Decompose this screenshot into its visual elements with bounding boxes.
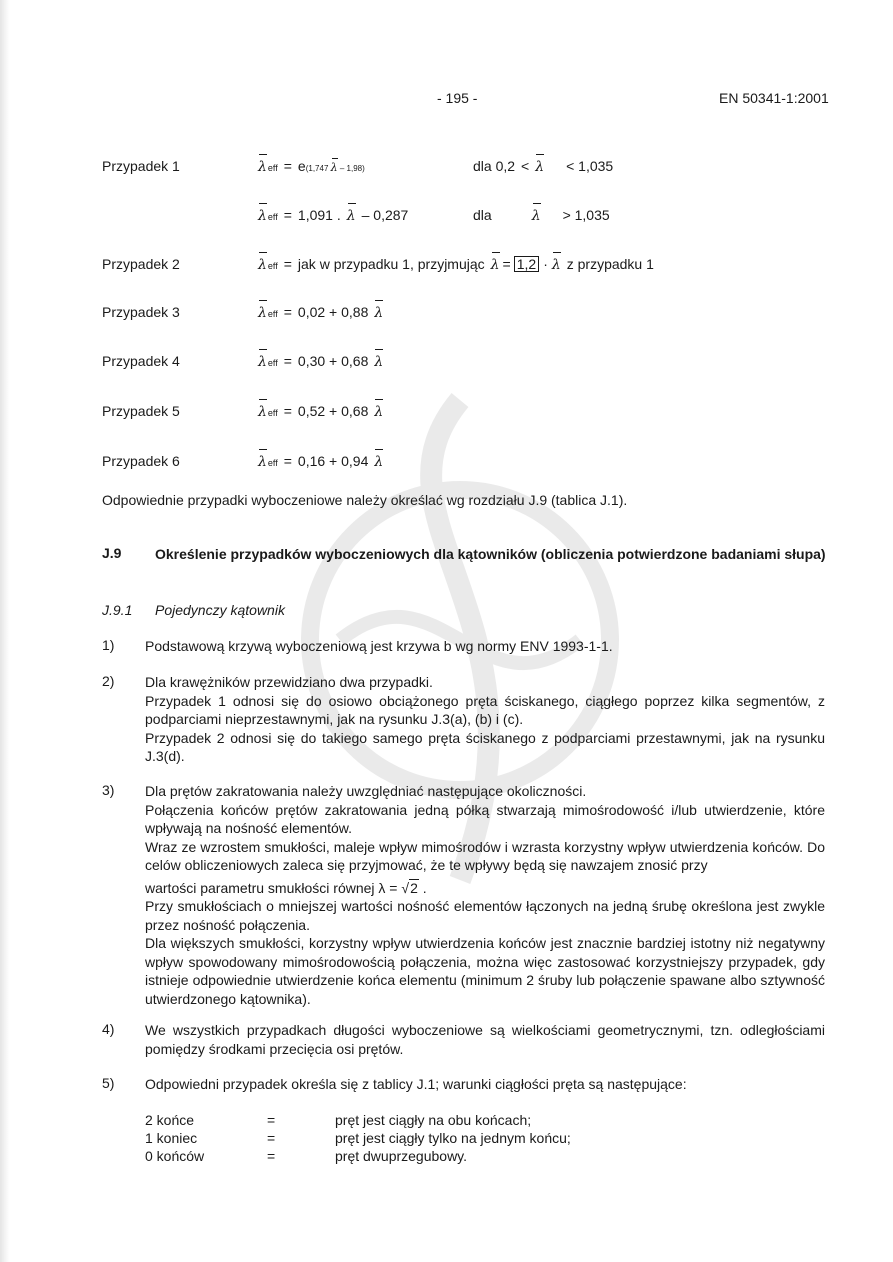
item-number: 4) xyxy=(102,1021,115,1037)
paragraph: Dla krawężników przewidziano dwa przypadki. xyxy=(145,674,433,690)
definition-row xyxy=(145,1129,745,1147)
condition-prefix: dla 0,2 xyxy=(473,158,516,174)
case-1-formula-1 xyxy=(258,158,365,175)
paragraph: Przypadek 1 odnosi się do osiowo obciążonego pręta ściskanego, ciągłego poprzez kilka segmentów, z podparciami nieprzestawnymi, jak na rysunku J.3(a), (b) i (c). xyxy=(145,692,825,727)
lambda-bar-symbol: λ xyxy=(258,208,267,224)
exponent: (1,747 λ – 1,98) xyxy=(306,161,365,174)
case-3-label: Przypadek 3 xyxy=(102,304,180,320)
item-number: 3) xyxy=(102,782,115,798)
sqrt-expression: √2 xyxy=(401,879,418,896)
paragraph: Wraz ze wzrostem smukłości, maleje wpływ mimośrodów i wzrasta korzystny wpływ utwierdzenia końców. Do celów obliczeniowych zaleca się przyjmować, że te wpływy będą się nawzajem znosić przy xyxy=(145,838,825,873)
item-2-body xyxy=(145,673,825,766)
definition-row xyxy=(145,1147,745,1165)
boxed-factor: 1,2 xyxy=(514,256,539,272)
condition-op: < xyxy=(521,158,530,174)
eff-subscript: eff xyxy=(267,163,278,173)
lambda-bar-symbol: λ xyxy=(347,208,356,224)
exp-base: e xyxy=(297,158,306,174)
equals-sign: = xyxy=(283,256,292,272)
equals-sign: = xyxy=(283,158,292,174)
case-4-formula: λ eff = 0,30 + 0,68 λ xyxy=(258,353,383,370)
case-5-formula: λ eff = 0,52 + 0,68 λ xyxy=(258,403,383,420)
definition-term: 1 koniec xyxy=(145,1130,198,1146)
formula-term: – 0,287 xyxy=(361,207,409,223)
case-1-formula-2 xyxy=(258,207,408,224)
definitions-list xyxy=(145,1111,745,1165)
formula-expression: 0,16 + 0,94 xyxy=(297,453,369,469)
case-1-condition-1 xyxy=(473,158,613,175)
formula-expression: 0,02 + 0,88 xyxy=(297,304,369,320)
case-6-formula: λ eff = 0,16 + 0,94 λ xyxy=(258,453,383,470)
item-5-body xyxy=(145,1075,825,1094)
item-number: 1) xyxy=(102,637,115,653)
lambda-bar-symbol: λ xyxy=(532,208,541,224)
paragraph: Dla prętów zakratowania należy uwzględniać następujące okoliczności. xyxy=(145,783,587,799)
sqrt-line: wartości parametru smukłości równej λ = √2 . xyxy=(145,879,427,896)
condition-limit: < 1,035 xyxy=(566,158,614,174)
formula-expression: 0,52 + 0,68 xyxy=(297,403,369,419)
case-2-label: Przypadek 2 xyxy=(102,256,180,272)
paragraph: We wszystkich przypadkach długości wyboczeniowe są wielkościami geometrycznymi, tzn. odległościami pomiędzy środkami przecięcia osi prętów. xyxy=(145,1022,825,1057)
item-number: 5) xyxy=(102,1075,115,1091)
item-1-body xyxy=(145,637,825,656)
definition-description: pręt jest ciągły na obu końcach; xyxy=(335,1112,532,1128)
paragraph: Podstawową krzywą wyboczeniową jest krzywa b wg normy ENV 1993-1-1. xyxy=(145,638,613,654)
equals-sign: = xyxy=(502,256,511,272)
reference-note: Odpowiednie przypadki wyboczeniowe należy określać wg rozdziału J.9 (tablica J.1). xyxy=(102,492,628,508)
eff-subscript: eff xyxy=(267,212,278,222)
case-5-label: Przypadek 5 xyxy=(102,403,180,419)
definition-separator: = xyxy=(267,1148,276,1164)
item-4-body xyxy=(145,1021,825,1058)
lambda-bar-symbol: λ xyxy=(258,159,267,175)
scan-edge-shadow xyxy=(0,0,10,1262)
lambda-bar-symbol: λ xyxy=(535,159,544,175)
section-number: J.9 xyxy=(102,545,122,561)
case-2-text: z przypadku 1 xyxy=(566,256,654,272)
equals-sign: = xyxy=(283,207,292,223)
definition-term: 0 końców xyxy=(145,1148,205,1164)
case-2-text: jak w przypadku 1, przyjmując xyxy=(297,256,485,272)
formula-expression: 0,30 + 0,68 xyxy=(297,353,369,369)
standard-code: EN 50341-1:2001 xyxy=(719,90,829,106)
case-1-condition-2 xyxy=(473,207,610,224)
condition-limit: > 1,035 xyxy=(562,207,610,223)
subsection-number: J.9.1 xyxy=(102,602,133,618)
paragraph: Odpowiedni przypadek określa się z tablicy J.1; warunki ciągłości pręta są następujące: xyxy=(145,1076,687,1092)
subsection-title: Pojedynczy kątownik xyxy=(155,602,285,618)
case-2-formula xyxy=(258,256,654,273)
definition-term: 2 końce xyxy=(145,1112,195,1128)
paragraph: Przypadek 2 odnosi się do takiego samego pręta ściskanego z podparciami przestawnymi, jak na rysunku J.3(d). xyxy=(145,729,825,764)
multiply-dot: · xyxy=(543,256,548,272)
paragraph: Połączenia końców prętów zakratowania jedną półką stwarzają mimośrodowość i/lub utwierdzenie, które wpływają na nośność elementów. xyxy=(145,801,825,836)
section-title: Określenie przypadków wyboczeniowych dla kątowników (obliczenia potwierdzone badaniami słupa) xyxy=(155,546,826,562)
definition-description: pręt dwuprzegubowy. xyxy=(335,1148,468,1164)
definition-row xyxy=(145,1111,745,1129)
item-3-body xyxy=(145,782,825,1008)
definition-separator: = xyxy=(267,1130,276,1146)
case-4-label: Przypadek 4 xyxy=(102,353,180,369)
lambda-bar-symbol: λ xyxy=(258,257,267,273)
item-number: 2) xyxy=(102,673,115,689)
paragraph: Dla większych smukłości, korzystny wpływ utwierdzenia końców jest znacznie bardziej istotny niż negatywny wpływ spowodowany mimośrodowością połączenia, można więc zastosować korzystniejszy przypadek, gdy istnieje odpowiednie utwierdzenie końca elementu (minimum 2 śruby lub połączenie spawane albo sztywność utwierdzonego kątownika). xyxy=(145,935,825,1007)
eff-subscript: eff xyxy=(267,261,278,271)
definition-separator: = xyxy=(267,1112,276,1128)
page-number: - 195 - xyxy=(437,90,478,106)
condition-prefix: dla xyxy=(473,207,492,223)
paragraph: Przy smukłościach o mniejszej wartości nośność elementów łączonych na jedną śrubę określona jest zwykle przez nośność połączenia. xyxy=(145,898,825,933)
case-1-label: Przypadek 1 xyxy=(102,158,180,174)
case-3-formula: λ eff = 0,02 + 0,88 λ xyxy=(258,304,383,321)
case-6-label: Przypadek 6 xyxy=(102,453,180,469)
lambda-bar-symbol: λ xyxy=(552,257,561,273)
formula-term: 1,091 . xyxy=(297,207,341,223)
lambda-bar-symbol: λ xyxy=(491,257,500,273)
definition-description: pręt jest ciągły tylko na jednym końcu; xyxy=(335,1130,571,1146)
